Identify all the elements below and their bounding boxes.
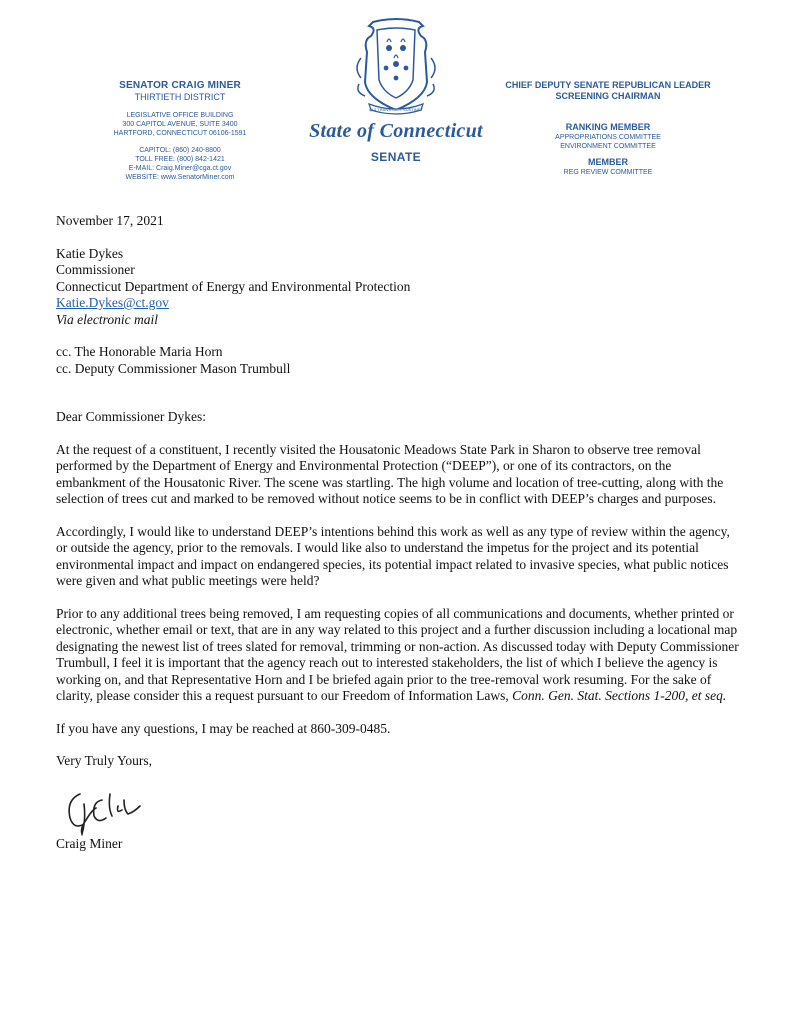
signature-image: [62, 780, 172, 836]
seal-motto: QUI TRANSTULIT SUSTINET: [369, 107, 423, 112]
office-line-1: LEGISLATIVE OFFICE BUILDING: [126, 112, 234, 119]
committee-appropriations: APPROPRIATIONS COMMITTEE: [555, 134, 661, 141]
screening-role: SCREENING CHAIRMAN: [555, 91, 661, 101]
senator-name: SENATOR CRAIG MINER: [119, 80, 241, 91]
paragraph-1: At the request of a constituent, I recently visited the Housatonic Meadows State Park in Sharon to observe tree removal performed by the Department of Energy and Environmental Protection (“DEEP”), or one of its contractors, on the embankment of the Housatonic River. The scene was startling. The high volume and location of tree-cutting, along with the selection of trees cut and marked to be removed without notice seems to be in conflict with DEEP’s charges and purposes.: [56, 441, 724, 506]
letterhead-left: [80, 80, 280, 182]
closing: Very Truly Yours,: [56, 753, 153, 768]
tollfree-phone: TOLL FREE: (800) 842-1421: [135, 156, 225, 163]
letter-date: November 17, 2021: [56, 213, 164, 228]
leader-role: CHIEF DEPUTY SENATE REPUBLICAN LEADER: [505, 80, 711, 90]
state-title: State of Connecticut: [309, 120, 483, 142]
recipient-name: Katie Dykes: [56, 245, 124, 261]
district: THIRTIETH DISTRICT: [134, 92, 226, 102]
office-line-2: 300 CAPITOL AVENUE, SUITE 3400: [122, 121, 238, 128]
paragraph-2: Accordingly, I would like to understand DEEP’s intentions behind this work as well as any type of review within the agency, or outside the agency, prior to the removals. I would like also to understand the impetus for the project and its potential environmental impact and impact on endangered species, its potential impact related to invasive species, what public notices were given and what public meetings were held?: [56, 523, 730, 588]
letterhead-right: [492, 80, 724, 177]
member-title: MEMBER: [588, 157, 628, 167]
salutation: Dear Commissioner Dykes:: [56, 409, 206, 424]
office-line-3: HARTFORD, CONNECTICUT 06106-1591: [113, 130, 247, 137]
committee-environment: ENVIRONMENT COMMITTEE: [560, 143, 656, 150]
paragraph-3-text: Prior to any additional trees being removed, I am requesting copies of all communications and documents, whether printed or electronic, whether email or text, that are in any way related to this project and a further discussion including a locational map designating the newest list of trees slated for removal, trimming or non-action. As discussed today with Deputy Commissioner Trumbull, I feel it is important that the agency reach out to interested stakeholders, the list of which I believe the agency is working on, and that Representative Horn and I be briefed again prior to the tree-removal work resuming. For the sake of clarity, please consider this a request pursuant to our Freedom of Information Laws,: [56, 605, 739, 703]
committee-reg-review: REG REVIEW COMMITTEE: [563, 169, 653, 176]
paragraph-4: If you have any questions, I may be reached at 860-309-0485.: [56, 720, 391, 736]
letterhead-website: WEBSITE: www.SenatorMiner.com: [125, 174, 235, 181]
recipient-email-link[interactable]: Katie.Dykes@ct.gov: [56, 295, 169, 310]
cc-line-1: cc. The Honorable Maria Horn: [56, 344, 223, 359]
statute-citation: Conn. Gen. Stat. Sections 1-200, et seq.: [512, 688, 727, 703]
signer-name: Craig Miner: [56, 835, 123, 851]
paragraph-3: [56, 606, 744, 705]
ranking-member-title: RANKING MEMBER: [565, 122, 651, 132]
cc-line-2: cc. Deputy Commissioner Mason Trumbull: [56, 360, 291, 376]
letterhead-email: E-MAIL: Craig.Miner@cga.ct.gov: [128, 165, 232, 172]
state-seal-logo: [349, 18, 443, 118]
recipient-title: Commissioner: [56, 262, 135, 277]
letter-body: [56, 213, 744, 852]
capitol-phone: CAPITOL: (860) 240-8800: [139, 147, 221, 154]
delivery-method: Via electronic mail: [56, 311, 158, 327]
recipient-org: Connecticut Department of Energy and Environmental Protection: [56, 278, 411, 294]
senate-label: SENATE: [370, 150, 422, 164]
